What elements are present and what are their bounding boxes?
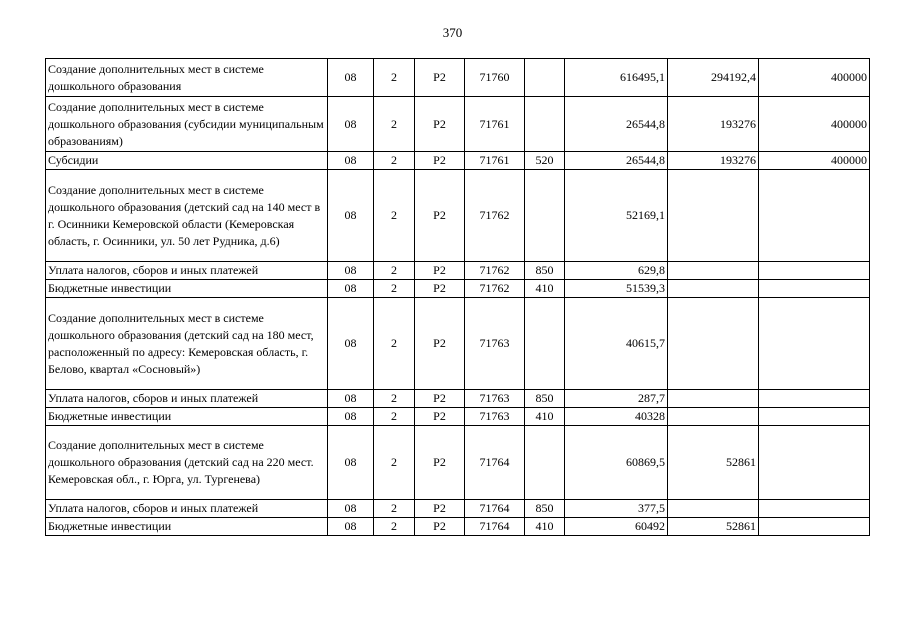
amount-year-1: 60492 [565,518,668,536]
article-code: 71763 [465,390,525,408]
amount-year-2 [668,390,759,408]
table-row [46,426,870,500]
row-name: Создание дополнительных мест в системе дошкольного образования (субсидии муниципальным образованиям) [46,97,328,152]
table-row [46,170,870,262]
table-row [46,59,870,97]
expense-type-code [525,97,565,152]
amount-year-2 [668,298,759,390]
expense-type-code: 850 [525,500,565,518]
row-name: Бюджетные инвестиции [46,518,328,536]
table-row [46,280,870,298]
expense-type-code: 410 [525,518,565,536]
article-code: 71761 [465,152,525,170]
amount-year-1: 40615,7 [565,298,668,390]
section-code: 08 [328,59,374,97]
amount-year-1: 287,7 [565,390,668,408]
section-code: 08 [328,280,374,298]
amount-year-1: 377,5 [565,500,668,518]
row-name: Бюджетные инвестиции [46,280,328,298]
amount-year-2 [668,500,759,518]
subsection-code: 2 [374,280,415,298]
amount-year-2 [668,280,759,298]
section-code: 08 [328,170,374,262]
article-code: 71763 [465,408,525,426]
row-name: Создание дополнительных мест в системе дошкольного образования (детский сад на 220 мест. Кемеровская обл., г. Юрга, ул. Тургенева) [46,426,328,500]
row-name: Субсидии [46,152,328,170]
amount-year-2 [668,408,759,426]
row-name: Уплата налогов, сборов и иных платежей [46,262,328,280]
subsection-code: 2 [374,97,415,152]
section-code: 08 [328,262,374,280]
expense-type-code: 520 [525,152,565,170]
section-code: 08 [328,518,374,536]
program-code: P2 [415,152,465,170]
row-name: Создание дополнительных мест в системе дошкольного образования (детский сад на 140 мест в г. Осинники Кемеровской области (Кемеровская область, г. Осинники, ул. 50 лет Рудника, д.6) [46,170,328,262]
subsection-code: 2 [374,408,415,426]
article-code: 71764 [465,518,525,536]
program-code: P2 [415,262,465,280]
amount-year-3 [759,518,870,536]
expense-type-code [525,170,565,262]
table-row [46,390,870,408]
amount-year-3 [759,500,870,518]
expense-type-code: 850 [525,390,565,408]
program-code: P2 [415,298,465,390]
row-name: Создание дополнительных мест в системе дошкольного образования [46,59,328,97]
amount-year-1: 629,8 [565,262,668,280]
amount-year-3: 400000 [759,97,870,152]
subsection-code: 2 [374,518,415,536]
section-code: 08 [328,408,374,426]
section-code: 08 [328,97,374,152]
row-name: Уплата налогов, сборов и иных платежей [46,390,328,408]
amount-year-1: 616495,1 [565,59,668,97]
article-code: 71761 [465,97,525,152]
amount-year-2: 193276 [668,97,759,152]
expense-type-code: 410 [525,408,565,426]
expense-type-code: 850 [525,262,565,280]
program-code: P2 [415,280,465,298]
amount-year-1: 52169,1 [565,170,668,262]
amount-year-1: 40328 [565,408,668,426]
table-row [46,408,870,426]
expense-type-code [525,426,565,500]
amount-year-3 [759,390,870,408]
amount-year-2: 52861 [668,426,759,500]
table-row [46,298,870,390]
amount-year-3: 400000 [759,152,870,170]
amount-year-3 [759,262,870,280]
amount-year-1: 51539,3 [565,280,668,298]
subsection-code: 2 [374,152,415,170]
amount-year-1: 60869,5 [565,426,668,500]
table-body [46,59,870,536]
expense-type-code [525,298,565,390]
article-code: 71762 [465,280,525,298]
subsection-code: 2 [374,170,415,262]
program-code: P2 [415,390,465,408]
amount-year-3 [759,408,870,426]
table-row [46,500,870,518]
section-code: 08 [328,426,374,500]
section-code: 08 [328,152,374,170]
amount-year-3: 400000 [759,59,870,97]
program-code: P2 [415,170,465,262]
article-code: 71763 [465,298,525,390]
section-code: 08 [328,500,374,518]
article-code: 71762 [465,170,525,262]
amount-year-2 [668,170,759,262]
amount-year-2: 193276 [668,152,759,170]
expense-type-code: 410 [525,280,565,298]
amount-year-3 [759,280,870,298]
amount-year-1: 26544,8 [565,97,668,152]
program-code: P2 [415,500,465,518]
amount-year-3 [759,426,870,500]
table-row [46,152,870,170]
budget-table [45,58,870,536]
program-code: P2 [415,59,465,97]
program-code: P2 [415,518,465,536]
section-code: 08 [328,390,374,408]
table-row [46,518,870,536]
subsection-code: 2 [374,426,415,500]
amount-year-3 [759,170,870,262]
subsection-code: 2 [374,262,415,280]
expense-type-code [525,59,565,97]
amount-year-2: 52861 [668,518,759,536]
section-code: 08 [328,298,374,390]
article-code: 71764 [465,426,525,500]
article-code: 71762 [465,262,525,280]
program-code: P2 [415,426,465,500]
row-name: Бюджетные инвестиции [46,408,328,426]
row-name: Уплата налогов, сборов и иных платежей [46,500,328,518]
table-row [46,97,870,152]
table-row [46,262,870,280]
subsection-code: 2 [374,500,415,518]
subsection-code: 2 [374,298,415,390]
amount-year-1: 26544,8 [565,152,668,170]
page-number: 370 [442,25,463,40]
article-code: 71760 [465,59,525,97]
amount-year-3 [759,298,870,390]
row-name: Создание дополнительных мест в системе дошкольного образования (детский сад на 180 мест, расположенный по адресу: Кемеровская область, г. Белово, квартал «Сосновый») [46,298,328,390]
amount-year-2 [668,262,759,280]
program-code: P2 [415,408,465,426]
article-code: 71764 [465,500,525,518]
subsection-code: 2 [374,390,415,408]
program-code: P2 [415,97,465,152]
amount-year-2: 294192,4 [668,59,759,97]
subsection-code: 2 [374,59,415,97]
